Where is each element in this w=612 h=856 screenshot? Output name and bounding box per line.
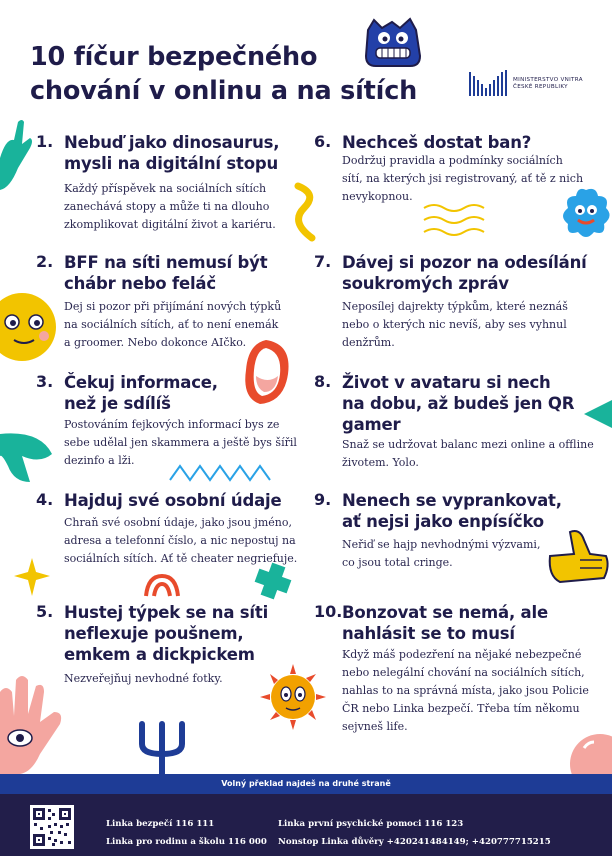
green-arrow-icon (574, 400, 612, 430)
qr-code-icon (30, 805, 74, 849)
tip-heading: Život v avataru si nech na dobu, až budeš jen QR gamer (342, 373, 575, 434)
tip-heading: Hustej týpek se na síti neflexuje poušnem, emkem a dickpickem (64, 603, 269, 664)
ministry-logo (468, 68, 598, 98)
pink-bubble-icon (566, 730, 612, 774)
translation-note: Volný překlad najdeš na druhé straně (221, 779, 391, 788)
footer-helpline-3: Linka první psychické pomoci 116 123 (278, 819, 464, 829)
tip-body: Dodržuj pravidla a podmínky sociálních sítí, na kterých jsi registrovaný, ať tě z nich nevykopnou. (342, 154, 584, 203)
tip-number: 10. (314, 602, 343, 621)
tip-number: 8. (314, 372, 332, 391)
blue-fork-icon (134, 720, 190, 774)
tip-body: Každý příspěvek na sociálních sítích zanechává stopy a může ti na dlouho zkomplikovat digitální život a kariéru. (64, 182, 276, 231)
tip-number: 9. (314, 490, 332, 509)
sun-face-icon (258, 662, 328, 732)
yellow-smiley-icon (0, 292, 64, 362)
green-cross-icon (254, 562, 292, 600)
tip-body: Neřiď se hajp nevhodnými výzvami, co jsou total cringe. (342, 538, 541, 569)
yellow-star-icon (12, 556, 52, 598)
ministry-line-2: ČESKÉ REPUBLIKY (513, 84, 568, 90)
tip-heading: Hajduj své osobní údaje (64, 491, 282, 510)
green-hand-icon (0, 118, 36, 198)
waves-icon (420, 200, 494, 240)
tip-body: Dej si pozor při přijímání nových týpků na sociálních sítích, ať to není enemák a groomer. Nebo dokonce AIčko. (64, 300, 282, 349)
blue-monster-icon (362, 16, 424, 68)
tip-heading: Čekuj informace, než je sdílíš (64, 373, 218, 413)
tip-body: Nezveřejňuj nevhodné fotky. (64, 672, 223, 685)
tip-heading: Bonzovat se nemá, ale nahlásit se to musí (342, 603, 548, 643)
tip-heading: Dávej si pozor na odesílání soukromých zpráv (342, 253, 587, 293)
red-arc-icon (140, 570, 184, 600)
tip-number: 1. (36, 132, 54, 151)
tip-heading: Nechceš dostat ban? (342, 133, 532, 152)
ministry-emblem-icon (468, 68, 510, 98)
footer-helpline-1: Linka bezpečí 116 111 (106, 819, 215, 829)
blue-flower-monster-icon (560, 186, 612, 248)
tip-number: 4. (36, 490, 54, 509)
mouth-icon (238, 336, 294, 408)
tip-heading: Nebuď jako dinosaurus, mysli na digitální stopu (64, 133, 280, 173)
tip-number: 7. (314, 252, 332, 271)
yellow-squiggle-icon (284, 182, 328, 244)
tip-body: Chraň své osobní údaje, jako jsou jméno, adresa a telefonní číslo, a nic nepostuj na sociálních sítích. Ať tě cheater negriefuje. (64, 516, 298, 565)
blue-zigzag-icon (166, 452, 276, 486)
pink-eye-hand-icon (0, 672, 80, 774)
thumbs-up-hand-icon (540, 526, 612, 588)
footer-helpline-2: Linka pro rodinu a školu 116 000 (106, 837, 267, 847)
tip-body: Když máš podezření na nějaké nebezpečné nebo nelegální chování na sociálních sítích, nahlas to na správná místa, jako jsou Policie ČR nebo Linka bezpečí. Třeba tím někomu sejvneš life. (342, 648, 589, 733)
tip-number: 2. (36, 252, 54, 271)
ministry-line-1: MINISTERSTVO VNITRA (513, 77, 583, 83)
green-leaf-icon (0, 426, 56, 484)
tip-number: 6. (314, 132, 332, 151)
tip-number: 5. (36, 602, 54, 621)
tip-body: Neposílej dajrekty týpkům, které neznáš nebo o kterých nic nevíš, aby ses vyhnul denžrům. (342, 300, 568, 349)
tip-heading: Nenech se vyprankovat, ať nejsi jako enpísíčko (342, 491, 562, 531)
title-line-2: chování v onlinu a na sítích (30, 76, 418, 106)
title-line-1: 10 fíčur bezpečného (30, 42, 318, 72)
footer-helpline-4: Nonstop Linka důvěry +420241484149; +420777715215 (278, 837, 551, 847)
tip-heading: BFF na síti nemusí být chábr nebo feláč (64, 253, 268, 293)
tip-body: Postováním fejkových informací bys ze sebe udělal jen skammera a ještě bys šířil dezinfo a lži. (64, 418, 297, 467)
tip-number: 3. (36, 372, 54, 391)
tip-body: Snaž se udržovat balanc mezi online a offline životem. Yolo. (342, 438, 594, 469)
